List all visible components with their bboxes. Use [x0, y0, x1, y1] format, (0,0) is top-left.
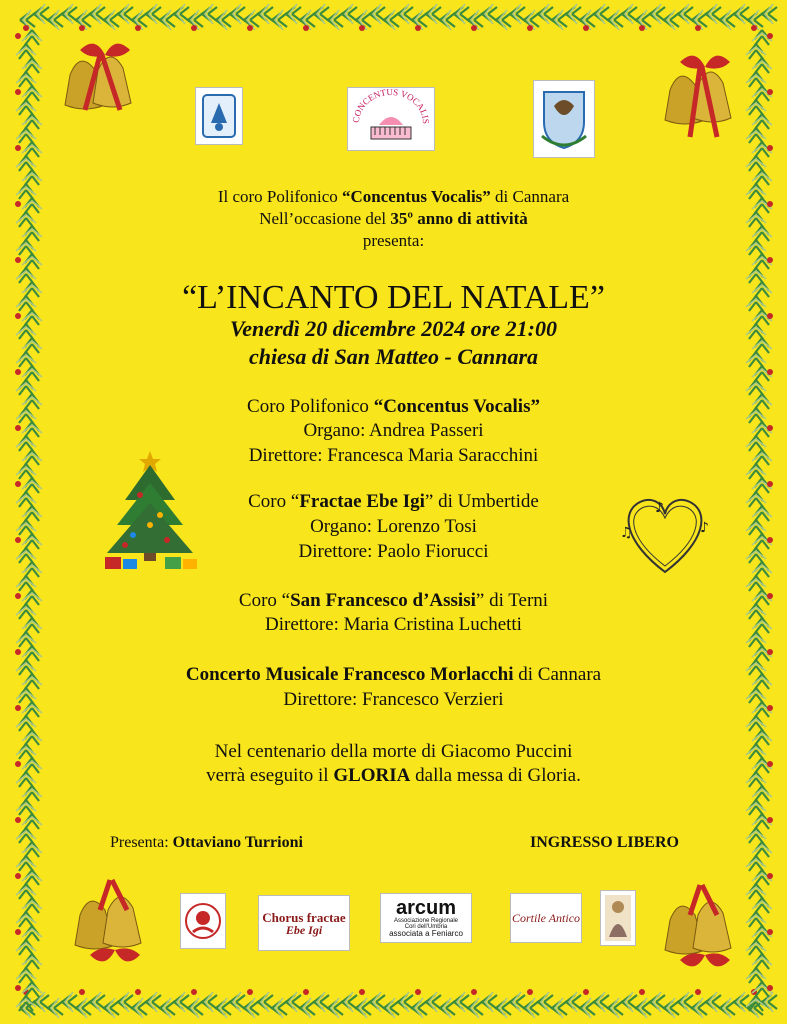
svg-text:♫: ♫	[620, 525, 633, 541]
cortile-antico-logo: Cortile Antico	[510, 893, 582, 943]
band-name: Concerto Musicale Francesco Morlacchi di Cannara	[185, 664, 602, 685]
chorus-fractae-logo: Chorus fractae Ebe Igi	[258, 895, 350, 951]
ingresso-libero: INGRESSO LIBERO	[530, 834, 679, 851]
bells-icon-top-left	[40, 30, 150, 140]
music-heart-icon	[615, 492, 715, 582]
bells-icon-bottom-right	[640, 875, 750, 985]
event-venue: chiesa di San Matteo - Cannara	[248, 344, 539, 369]
event-title: “L’INCANTO DEL NATALE”	[182, 279, 605, 316]
choir-3-name: Coro “San Francesco d’Assisi” di Terni	[238, 590, 549, 611]
concentus-vocalis-logo	[347, 87, 435, 151]
choir-1-organ: Organo: Andrea Passeri	[303, 420, 484, 441]
bells-icon-bottom-left	[50, 870, 160, 980]
choir-crest-logo	[195, 87, 243, 145]
presenta: Presenta: Ottaviano Turrioni	[110, 834, 303, 851]
christmas-tree-icon	[95, 445, 210, 575]
event-date: Venerdì 20 dicembre 2024 ore 21:00	[230, 316, 557, 341]
puccini-line-1: Nel centenario della morte di Giacomo Puccini	[214, 741, 573, 762]
intro-line-1: Il coro Polifonico “Concentus Vocalis” di Cannara	[217, 187, 570, 206]
concentus-logo-text: CONCENTUS VOCALIS	[350, 89, 432, 125]
intro-line-3: presenta:	[362, 231, 425, 250]
puccini-line-2: verrà eseguito il GLORIA dalla messa di Gloria.	[206, 765, 581, 786]
choir-1-director: Direttore: Francesca Maria Saracchini	[248, 445, 539, 466]
band-director: Direttore: Francesco Verzieri	[283, 689, 504, 710]
choir-2-director: Direttore: Paolo Fiorucci	[298, 541, 489, 562]
intro-line-2: Nell’occasione del 35º anno di attività	[259, 209, 528, 228]
municipal-crest-logo	[533, 80, 595, 158]
arcum-logo: arcum Associazione Regionale Cori dell'Umbria associata a Feniarco	[380, 893, 472, 943]
choir-2-name: Coro “Fractae Ebe Igi” di Umbertide	[248, 491, 539, 512]
choir-2-organ: Organo: Lorenzo Tosi	[310, 516, 477, 537]
svg-text:♪: ♪	[700, 520, 709, 536]
saint-image-logo	[600, 890, 636, 946]
choir-1-name: Coro Polifonico “Concentus Vocalis”	[247, 396, 540, 417]
bells-icon-top-right	[640, 40, 750, 160]
choir-round-logo	[180, 893, 226, 949]
choir-3-director: Direttore: Maria Cristina Luchetti	[265, 614, 522, 635]
svg-text:♪: ♪	[655, 500, 664, 516]
